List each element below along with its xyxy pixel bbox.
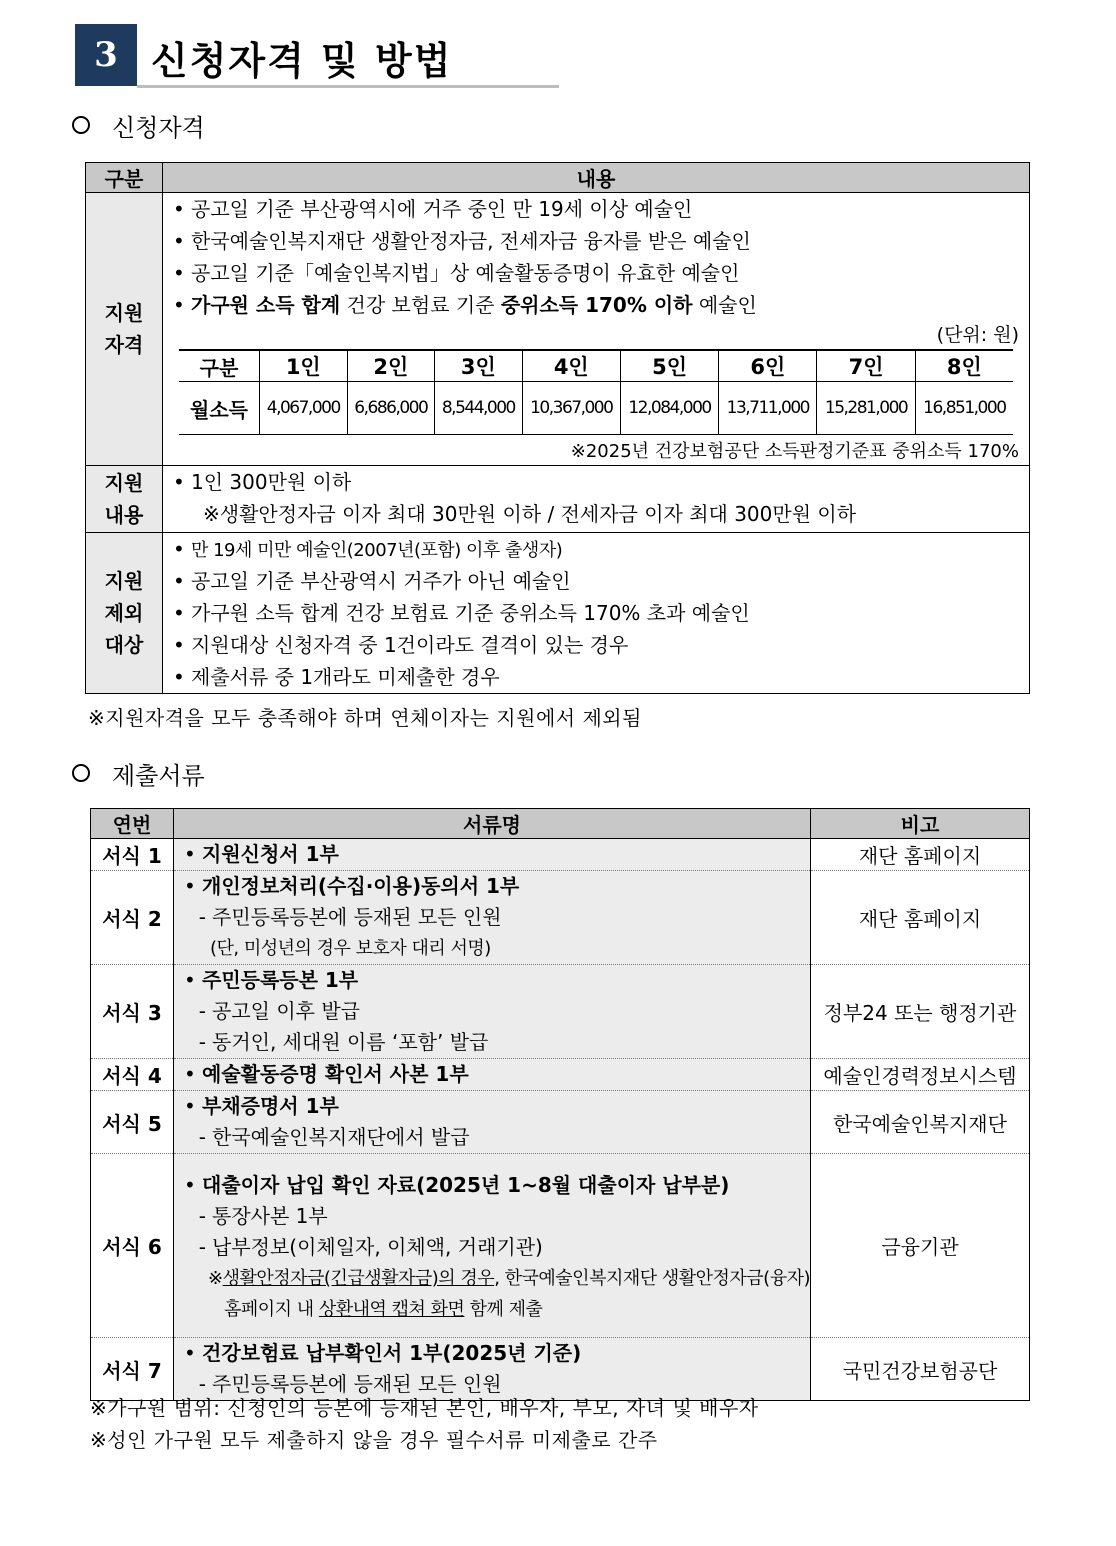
list-item: • 한국예술인복지재단 생활안정자금, 전세자금 융자를 받은 예술인 bbox=[173, 229, 751, 253]
table-row: 서식 3 • 주민등록등본 1부 - 공고일 이후 발급 - 동거인, 세대원 이름 ‘포함’ 발급 정부24 또는 행정기관 bbox=[91, 965, 1030, 1059]
table-row: 서식 7 • 건강보험료 납부확인서 1부(2025년 기준) - 주민등록등본에 등재된 모든 인원 국민건강보험공단 bbox=[91, 1338, 1030, 1401]
source-note: ※2025년 건강보험공단 소득판정기준표 중위소득 170% bbox=[570, 441, 1019, 462]
subsection-title: 신청자격 bbox=[112, 114, 205, 142]
eligibility-note: ※지원자격을 모두 충족해야 하며 연체이자는 지원에서 제외됨 bbox=[88, 706, 642, 730]
subsection-title: 제출서류 bbox=[112, 762, 205, 790]
col-header-remark: 비고 bbox=[811, 809, 1030, 839]
list-item: • 만 19세 미만 예술인(2007년(포함) 이후 출생자) bbox=[173, 537, 563, 561]
header-underline bbox=[137, 85, 559, 88]
list-note: ※생활안정자금 이자 최대 30만원 이하 / 전세자금 이자 최대 300만원 이하 bbox=[203, 502, 857, 526]
list-item: • 공고일 기준 부산광역시 거주가 아닌 예술인 bbox=[173, 569, 571, 593]
list-item: • 1인 300만원 이하 bbox=[173, 470, 352, 494]
label-exclusion: 지원 제외 대상 bbox=[86, 533, 163, 694]
col-header-name: 서류명 bbox=[174, 809, 811, 839]
table-row: 서식 2 • 개인정보처리(수집·이용)동의서 1부 - 주민등록등본에 등재된 모든 인원 (단, 미성년의 경우 보호자 대리 서명) 재단 홈페이지 bbox=[91, 871, 1030, 965]
circle-bullet-icon bbox=[72, 116, 90, 134]
documents-table bbox=[90, 808, 1030, 1401]
eligibility-table bbox=[85, 162, 1030, 694]
table-row: 서식 5 • 부채증명서 1부 - 한국예술인복지재단에서 발급 한국예술인복지재단 bbox=[91, 1091, 1030, 1154]
table-row: 서식 4 • 예술활동증명 확인서 사본 1부 예술인경력정보시스템 bbox=[91, 1059, 1030, 1091]
col-header-content: 내용 bbox=[163, 163, 1030, 193]
adult-note: ※성인 가구원 모두 제출하지 않을 경우 필수서류 미제출로 간주 bbox=[90, 1428, 658, 1452]
section-title: 신청자격 및 방법 bbox=[151, 39, 453, 83]
household-note: ※가구원 범위: 신청인의 등본에 등재된 본인, 배우자, 부모, 자녀 및 배우자 bbox=[90, 1396, 759, 1420]
list-item: • 가구원 소득 합계 건강 보험료 기준 중위소득 170% 이하 예술인 bbox=[173, 293, 757, 317]
row-support bbox=[86, 466, 1030, 533]
row-exclusion bbox=[86, 533, 1030, 694]
circle-bullet-icon bbox=[72, 764, 90, 782]
list-item: • 공고일 기준 부산광역시에 거주 중인 만 19세 이상 예술인 bbox=[173, 197, 693, 221]
income-table: 구분 1인 2인 3인 4인 5인 6인 7인 8인 월소득 4,067,000 6,686,000 8,544,000 10,367,000 12,084,000 13,711,000 15,281,000 16,851,000 bbox=[179, 349, 1013, 435]
list-item: • 지원대상 신청자격 중 1건이라도 결격이 있는 경우 bbox=[173, 633, 629, 657]
table-row: 서식 6 • 대출이자 납입 확인 자료(2025년 1~8월 대출이자 납부분) - 통장사본 1부 - 납부정보(이체일자, 이체액, 거래기관) ※생활안정자금(긴급생활자금)의 경우, 한국예술인복지재단 생활안정자금(융자) 홈페이지 내 상환내역 캡쳐 화면 함께 제출 금융기관 bbox=[91, 1154, 1030, 1338]
subsection-eligibility bbox=[72, 108, 205, 143]
list-item: • 가구원 소득 합계 건강 보험료 기준 중위소득 170% 초과 예술인 bbox=[173, 601, 750, 625]
col-header-category: 구분 bbox=[86, 163, 163, 193]
section-header bbox=[75, 24, 559, 88]
row-eligibility bbox=[86, 193, 1030, 466]
col-header-no: 연번 bbox=[91, 809, 174, 839]
list-item: • 공고일 기준「예술인복지법」상 예술활동증명이 유효한 예술인 bbox=[173, 261, 740, 285]
table-row: 서식 1 • 지원신청서 1부 재단 홈페이지 bbox=[91, 839, 1030, 871]
label-eligibility: 지원 자격 bbox=[86, 193, 163, 466]
subsection-documents bbox=[72, 756, 205, 791]
unit-label: (단위: 원) bbox=[936, 324, 1019, 346]
label-support: 지원 내용 bbox=[86, 466, 163, 533]
section-number: 3 bbox=[75, 24, 137, 86]
list-item: • 제출서류 중 1개라도 미제출한 경우 bbox=[173, 665, 500, 689]
